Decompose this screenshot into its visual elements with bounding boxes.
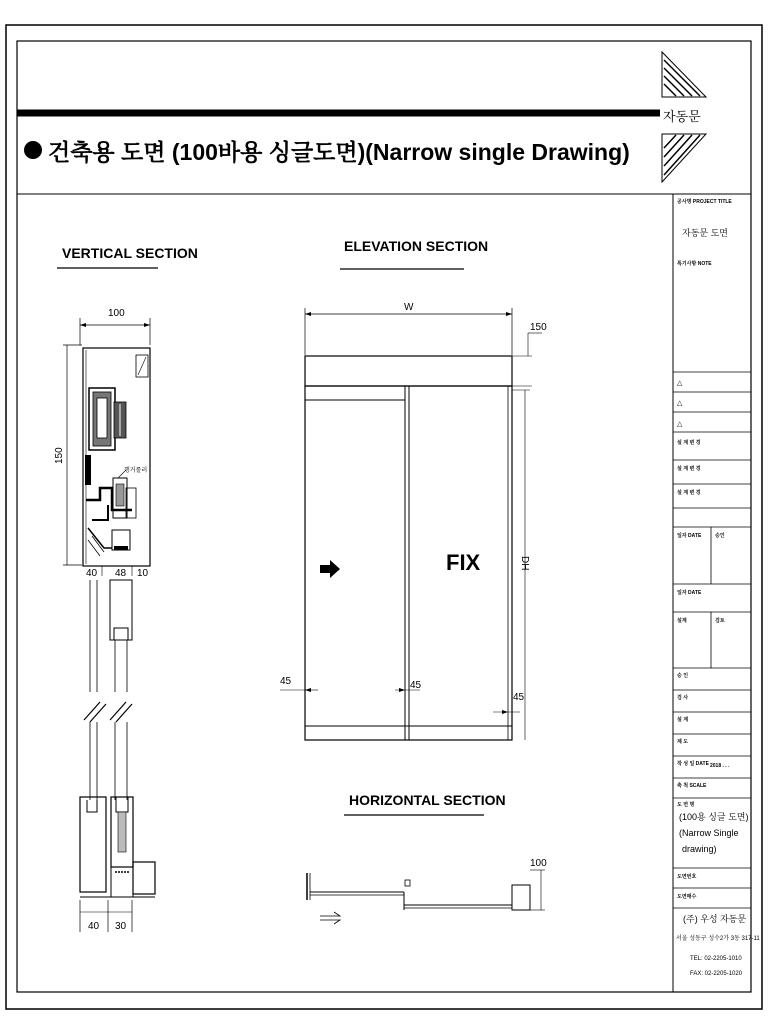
page-title: 건축용 도면 (100바용 싱글도면)(Narrow single Drawing) [48, 139, 630, 165]
tb-drawing-title-label: 도 면 명 [677, 802, 695, 808]
tb-sheet-no: 도면매수 [677, 894, 697, 900]
tb-row-a: 설 계 변 경 [677, 440, 701, 446]
tb-date-row-label: 작 성 일 DATE [677, 761, 709, 767]
tb-note-label: 특기사항 NOTE [677, 261, 712, 267]
horizontal-section-label: HORIZONTAL SECTION [349, 792, 506, 808]
vertical-section-label: VERTICAL SECTION [62, 245, 198, 261]
el-dh-dim: DH [519, 556, 530, 571]
title-bullet-icon [24, 141, 42, 159]
vs-sill-dim-1: 40 [88, 921, 100, 932]
el-150-dim: 150 [530, 322, 547, 333]
tb-project-title-label: 공사명 PROJECT TITLE [677, 199, 732, 205]
tb-design-row: 설 계 [677, 717, 689, 723]
component-note: 행거롤러 [124, 468, 148, 474]
tb-rev-2: △ [677, 400, 683, 407]
vs-width-dim: 100 [108, 308, 125, 319]
tb-check-row: 검 사 [677, 695, 689, 701]
tb-drawing-title-2: (Narrow Single [679, 828, 739, 838]
tb-date-label-2: 일자 DATE [677, 590, 702, 596]
tb-check-label: 검토 [715, 618, 725, 624]
vs-bottom-dim-2: 48 [115, 568, 127, 579]
el-45-right: 45 [513, 692, 525, 703]
tb-date-label-1: 일자 DATE [677, 533, 702, 539]
tb-sign-row: 승 인 [677, 673, 689, 679]
tb-tel: TEL: 02-2205-1010 [690, 956, 742, 962]
el-width-dim: W [404, 302, 414, 313]
tb-drawing-title-3: drawing) [682, 844, 717, 854]
vs-height-dim: 150 [54, 447, 65, 464]
tb-scale-label: 축 척 SCALE [677, 783, 707, 789]
hs-100-dim: 100 [530, 858, 547, 869]
outer-frame [6, 25, 762, 1009]
tb-draw-row: 제 도 [677, 739, 689, 745]
vs-sill-dim-2: 30 [115, 921, 127, 932]
el-45-mid: 45 [410, 680, 422, 691]
tb-row-b: 설 계 변 경 [677, 466, 701, 472]
vs-bottom-dim-3: 10 [137, 568, 149, 579]
tb-address: 서울 성동구 성수2가 3동 317-11 [676, 936, 760, 942]
horizontal-direction-arrow-icon [320, 912, 340, 924]
company-logo [662, 52, 706, 182]
sliding-direction-arrow-icon [320, 560, 340, 578]
logo-text: 자동문 [663, 109, 701, 124]
tb-sign-label-1: 승인 [715, 533, 725, 539]
tb-drawing-no: 도면번호 [677, 874, 697, 880]
fix-label: FIX [446, 550, 481, 575]
tb-date-value: 2018 . . . [710, 763, 730, 769]
tb-drawing-title-1: (100용 싱글 도면) [679, 812, 749, 822]
tb-row-c: 설 계 변 경 [677, 490, 701, 496]
tb-fax: FAX: 02-2205-1020 [690, 971, 743, 977]
tb-project-title: 자동문 도면 [682, 228, 728, 238]
el-45-left: 45 [280, 676, 292, 687]
vs-bottom-dim-1: 40 [86, 568, 98, 579]
tb-company: (주) 우성 자동문 [683, 914, 747, 924]
elevation-section-label: ELEVATION SECTION [344, 238, 489, 254]
tb-design-label: 설계 [677, 618, 687, 624]
tb-rev-3: △ [677, 421, 683, 428]
tb-rev-1: △ [677, 380, 683, 387]
elevation-header [305, 356, 512, 386]
